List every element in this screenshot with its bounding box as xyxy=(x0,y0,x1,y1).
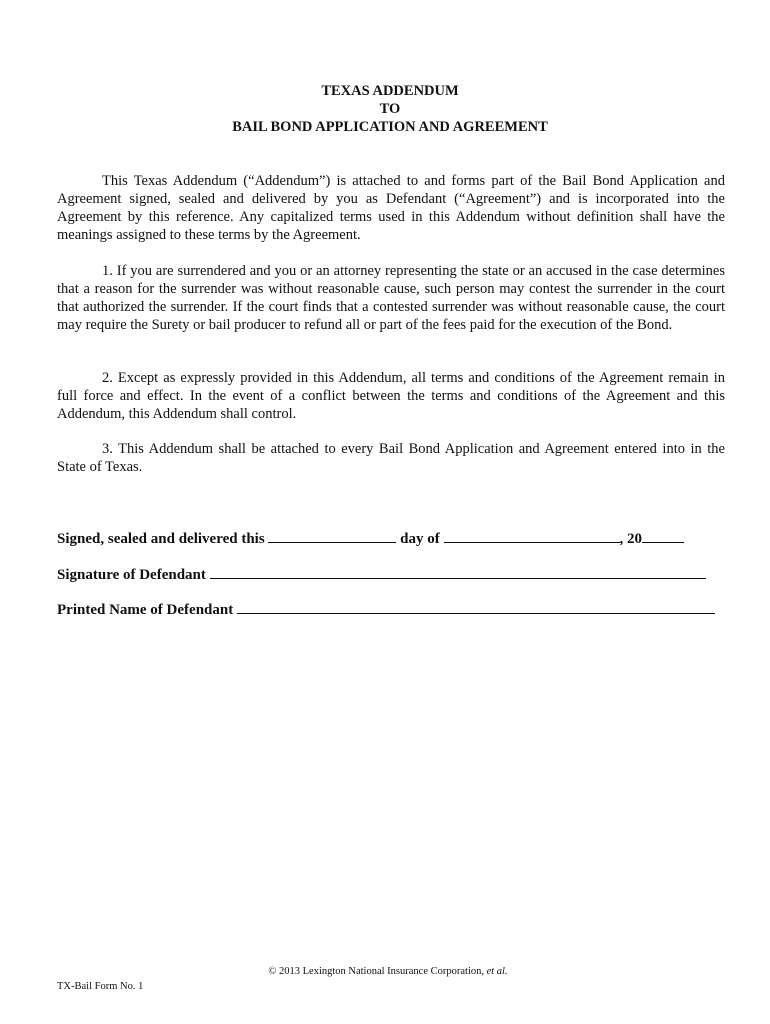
title-line-1: TEXAS ADDENDUM xyxy=(321,83,459,99)
clause-3-text: 3. This Addendum shall be attached to every Bail Bond Application and Agreement entered into in the State of Texas. xyxy=(57,441,725,475)
signed-label: Signed, sealed and delivered this xyxy=(57,531,265,547)
clause-1-text: 1. If you are surrendered and you or an attorney representing the state or an accused in the case determines that a reason for the surrender was without reasonable cause, such person may contest the surrender in the court that authorized the surrender. If the court finds that a contested surrender was without reasonable cause, the court may require the Surety or bail producer to refund all or part of the fees paid for the execution of the Bond. xyxy=(57,263,725,333)
defendant-signature-line xyxy=(57,565,706,584)
clause-2-text: 2. Except as expressly provided in this Addendum, all terms and conditions of the Agreement remain in full force and effect. In the event of a conflict between the terms and conditions of the Agreement and this Addendum, this Addendum shall control. xyxy=(57,370,725,422)
year-prefix-label: , 20 xyxy=(619,531,643,547)
clause-2 xyxy=(57,369,725,423)
printed-name-label: Printed Name of Defendant xyxy=(57,602,234,618)
day-of-label: day of xyxy=(400,531,440,547)
copyright-etal: et al. xyxy=(486,966,508,977)
form-number: TX-Bail Form No. 1 xyxy=(57,981,144,992)
signed-date-line xyxy=(57,529,684,548)
intro-paragraph-text: This Texas Addendum (“Addendum”) is attached to and forms part of the Bail Bond Application and Agreement signed, sealed and delivered by you as Defendant (“Agreement”) and is incorporated into the Agreement by this reference. Any capitalized terms used in this Addendum without definition shall have the meanings assigned to these terms by the Agreement. xyxy=(57,173,725,243)
printed-name-line xyxy=(57,600,715,619)
clause-1 xyxy=(57,262,725,334)
year-field[interactable] xyxy=(642,529,684,543)
title-line-2: TO xyxy=(379,101,401,117)
defendant-signature-label: Signature of Defendant xyxy=(57,567,206,583)
intro-paragraph xyxy=(57,172,725,244)
document-title xyxy=(0,82,770,136)
printed-name-field[interactable] xyxy=(237,600,715,614)
month-field[interactable] xyxy=(444,529,620,543)
clause-3 xyxy=(57,440,725,476)
copyright-footer xyxy=(0,966,770,977)
copyright-text: © 2013 Lexington National Insurance Corporation, xyxy=(268,966,487,977)
day-number-field[interactable] xyxy=(268,529,396,543)
defendant-signature-field[interactable] xyxy=(210,565,706,579)
title-line-3: BAIL BOND APPLICATION AND AGREEMENT xyxy=(232,119,548,135)
